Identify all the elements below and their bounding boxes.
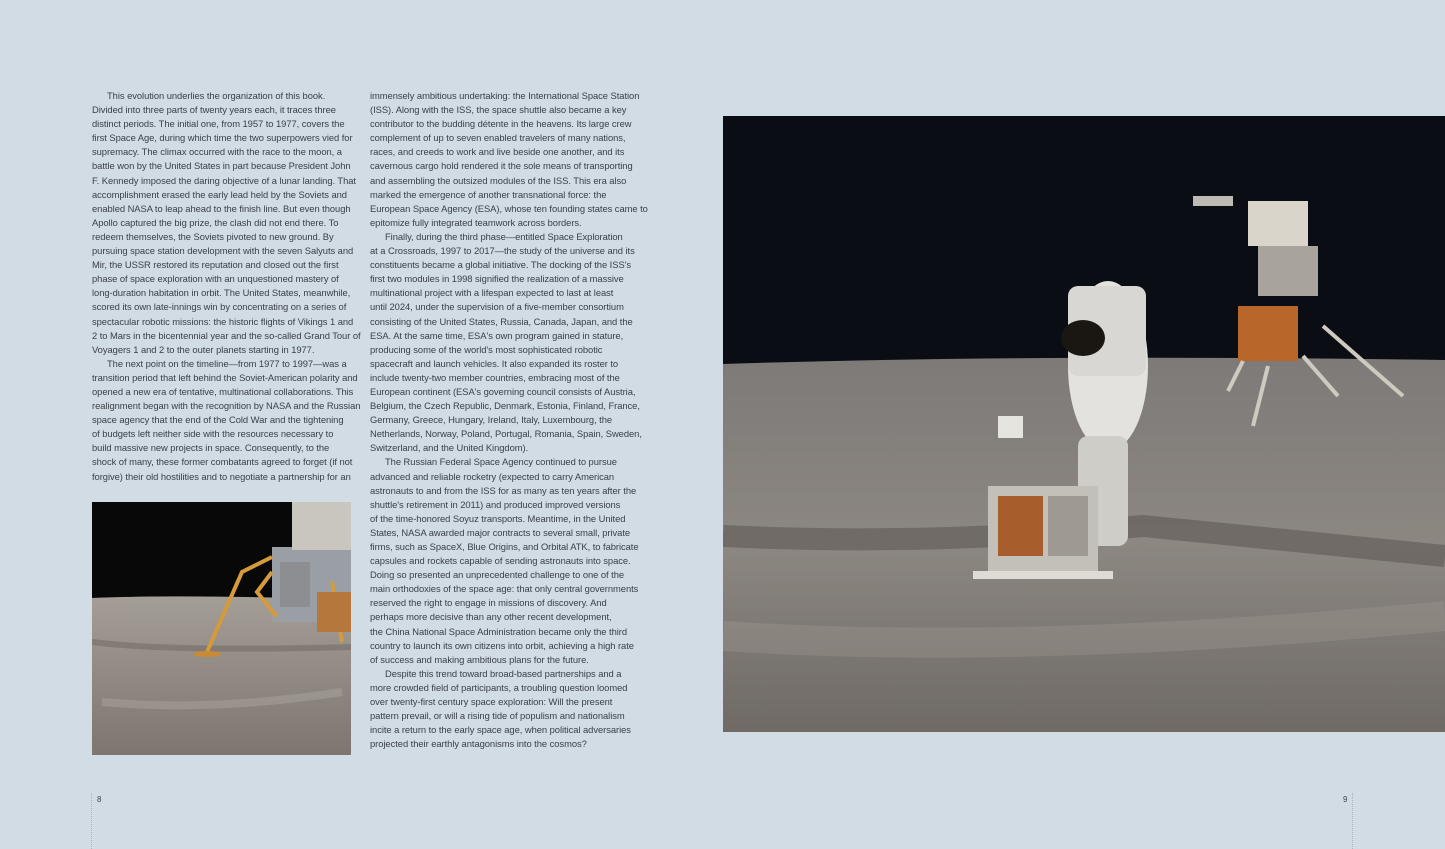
text-line: pursuing space station development with the seven Salyuts and — [92, 245, 354, 257]
text-line: Apollo captured the big prize, the clash did not end there. To — [92, 216, 339, 228]
text-line: include twenty-two member countries, embracing most of the — [370, 371, 620, 383]
left-page-text-column-2 — [370, 89, 648, 751]
folio-rule-right — [1352, 793, 1353, 849]
text-line: projected their earthly antagonisms into the cosmos? — [370, 738, 587, 750]
text-line: battle won by the United States in part because President John — [92, 160, 351, 172]
text-line: Netherlands, Norway, Poland, Portugal, Romania, Spain, Sweden, — [370, 428, 642, 440]
astronaut-on-moon-photo — [723, 116, 1445, 732]
text-line: Doing so presented an unprecedented challenge to one of the — [370, 569, 625, 581]
text-line: more crowded field of participants, a troubling question loomed — [370, 681, 628, 693]
text-line: main orthodoxies of the space age: that only central governments — [370, 583, 639, 595]
text-line: at a Crossroads, 1997 to 2017—the study of the universe and its — [370, 245, 635, 257]
text-line: cavernous cargo hold rendered it the sole means of transporting — [370, 160, 633, 172]
text-line: of the time-honored Soyuz transports. Meantime, in the United — [370, 512, 626, 524]
text-line: Divided into three parts of twenty years each, it traces three — [92, 104, 336, 116]
text-line: the China National Space Administration became only the third — [370, 625, 627, 637]
text-line: complement of up to seven enabled travelers of many nations, — [370, 132, 626, 144]
text-line: firms, such as SpaceX, Blue Origins, and Orbital ATK, to fabricate — [370, 541, 639, 552]
text-line: opened a new era of tentative, multinational collaborations. This — [92, 385, 354, 397]
text-line: redeem themselves, the Soviets pivoted to new ground. By — [92, 230, 334, 242]
text-line: Germany, Greece, Hungary, Ireland, Italy, Luxembourg, the — [370, 414, 613, 426]
text-line: consisting of the United States, Russia, Canada, Japan, and the — [370, 315, 633, 327]
text-line: reserved the right to engage in missions of discovery. And — [370, 597, 607, 609]
text-line: The next point on the timeline—from 1977 to 1997—was a — [107, 357, 347, 369]
text-line: European continent (ESA's governing council consists of Austria, — [370, 385, 636, 397]
text-line: first Space Age, during which time the two superpowers vied for — [92, 132, 353, 144]
text-line: transition period that left behind the Soviet-American polarity and — [92, 371, 358, 383]
text-line: advanced and reliable rocketry (expected to carry American — [370, 470, 615, 482]
text-line: of success and making ambitious plans for the future. — [370, 653, 589, 665]
lunar-module-photo — [92, 502, 351, 755]
folio-rule-left — [91, 793, 92, 849]
text-line: epitomize fully integrated teamwork across borders. — [370, 216, 582, 228]
text-line: (ISS). Along with the ISS, the space shuttle also became a key — [370, 104, 627, 116]
astronaut-moon-illustration — [723, 116, 1445, 732]
text-line: perhaps more decisive than any other recent development, — [370, 611, 612, 623]
text-line: Finally, during the third phase—entitled Space Exploration — [385, 230, 623, 242]
text-line: distinct periods. The initial one, from 1957 to 1977, covers the — [92, 118, 345, 130]
text-line: marked the emergence of another transnational force: the — [370, 188, 607, 200]
text-line: of budgets left neither side with the resources necessary to — [92, 428, 334, 440]
text-line: spectacular robotic missions: the historic flights of Vikings 1 and — [92, 315, 354, 327]
page-number-left: 8 — [97, 795, 102, 804]
text-line: races, and creeds to work and live beside one another, and its — [370, 146, 625, 158]
text-line: F. Kennedy imposed the daring objective of a lunar landing. That — [92, 174, 356, 186]
text-line: ESA. At the same time, ESA's own program gained in stature, — [370, 329, 624, 341]
text-line: first two modules in 1998 signified the realization of a massive — [370, 273, 624, 285]
text-line: This evolution underlies the organization of this book. — [107, 90, 326, 101]
text-line: constituents became a global initiative. The docking of the ISS's — [370, 259, 632, 271]
text-line: Belgium, the Czech Republic, Denmark, Estonia, Finland, France, — [370, 400, 640, 412]
text-line: incite a return to the early space age, when political adversaries — [370, 724, 631, 736]
text-line: phase of space exploration with an unquestioned mastery of — [92, 273, 339, 285]
text-line: country to launch its own citizens into orbit, achieving a high rate — [370, 639, 634, 651]
text-line: The Russian Federal Space Agency continued to pursue — [385, 456, 617, 468]
text-line: immensely ambitious undertaking: the International Space Station — [370, 90, 640, 101]
text-line: pattern prevail, or will a rising tide of populism and nationalism — [370, 710, 625, 722]
text-line: over twenty-first century space exploration: Will the present — [370, 696, 613, 708]
text-line: until 2024, under the supervision of a five-member consortium — [370, 301, 624, 313]
text-line: multinational project with a lifespan expected to last at least — [370, 287, 614, 299]
text-line: and assembling the outsized modules of the ISS. This era also — [370, 174, 627, 186]
text-line: Mir, the USSR restored its reputation and closed out the first — [92, 259, 339, 271]
text-line: contributor to the budding détente in the heavens. Its large crew — [370, 118, 632, 130]
text-line: capsules and rockets capable of sending astronauts into space. — [370, 555, 631, 567]
lunar-module-illustration — [92, 502, 351, 755]
text-line: scored its own late-innings win by concentrating on a series of — [92, 301, 347, 313]
text-line: realignment began with the recognition by NASA and the Russian — [92, 400, 361, 412]
text-line: forgive) their old hostilities and to negotiate a partnership for an — [92, 470, 351, 482]
text-line: spacecraft and launch vehicles. It also expanded its roster to — [370, 357, 619, 369]
text-line: supremacy. The climax occurred with the race to the moon, a — [92, 146, 342, 158]
text-line: space agency that the end of the Cold War and the tightening — [92, 414, 344, 426]
text-line: shock of many, these former combatants agreed to forget (if not — [92, 456, 353, 468]
text-line: European Space Agency (ESA), whose ten founding states came to — [370, 202, 648, 214]
left-page-text-column-1 — [92, 89, 361, 484]
text-line: Despite this trend toward broad-based partnerships and a — [385, 667, 622, 679]
text-line: long-duration habitation in orbit. The United States, meanwhile, — [92, 287, 351, 299]
text-line: Switzerland, and the United Kingdom). — [370, 442, 529, 454]
text-line: 2 to Mars in the bicentennial year and the so-called Grand Tour of — [92, 329, 361, 341]
text-line: astronauts to and from the ISS for as many as ten years after the — [370, 484, 637, 496]
text-line: shuttle's retirement in 2011) and produced improved versions — [370, 498, 621, 510]
text-line: accomplishment erased the early lead held by the Soviets and — [92, 188, 347, 200]
page-number-right: 9 — [1343, 795, 1348, 804]
text-line: enabled NASA to leap ahead to the finish line. But even though — [92, 202, 351, 214]
text-line: States, NASA awarded major contracts to several small, private — [370, 526, 631, 538]
text-line: build massive new projects in space. Consequently, to the — [92, 442, 330, 454]
text-line: Voyagers 1 and 2 to the outer planets starting in 1977. — [92, 343, 315, 355]
text-line: producing some of the world's most sophisticated robotic — [370, 343, 603, 355]
